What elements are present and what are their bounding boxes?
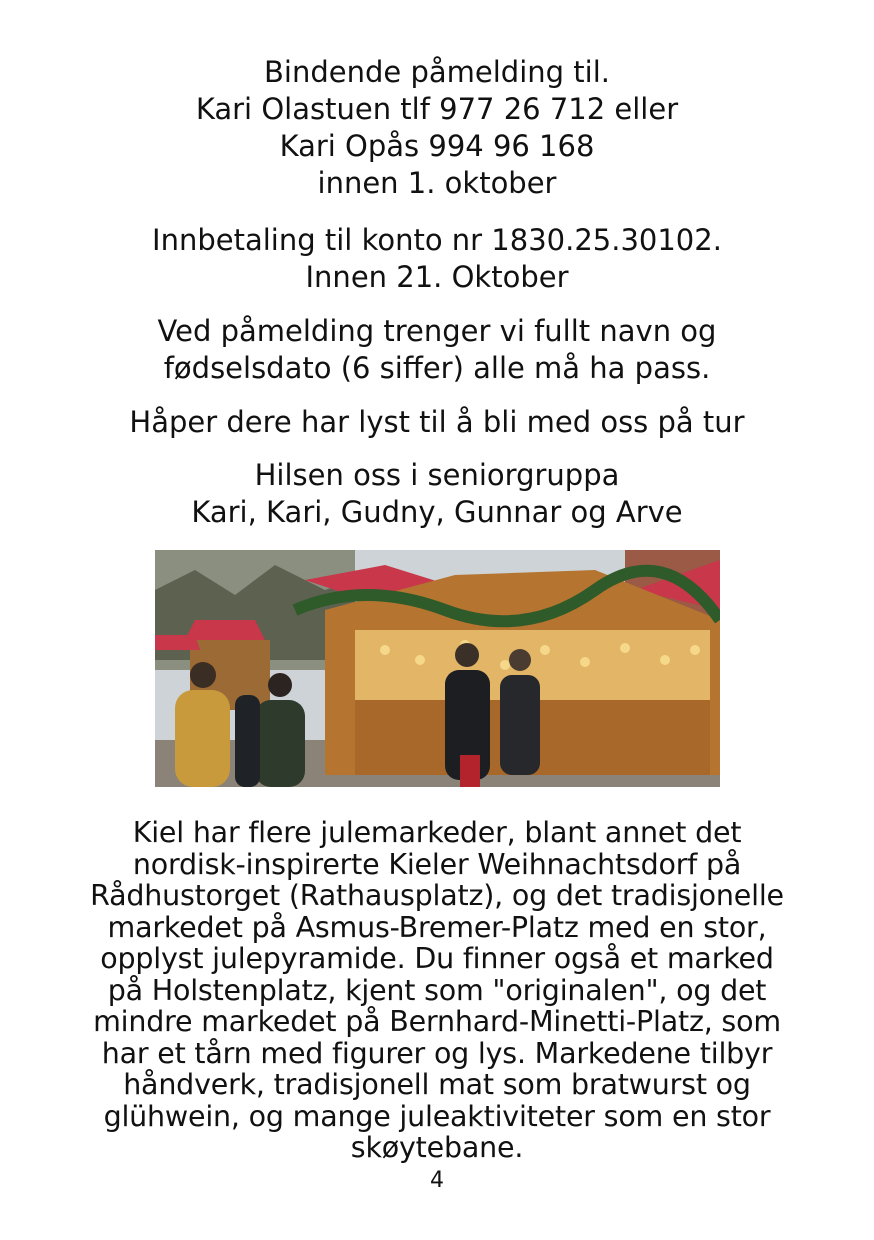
greeting-line: Hilsen oss i seniorgruppa [254, 458, 620, 492]
requirements-info [0, 313, 874, 387]
hope-text: Håper dere har lyst til å bli med oss på tur [129, 405, 745, 439]
signup-line: Bindende påmelding til. [264, 55, 610, 89]
description-line: markedet på Asmus-Bremer-Platz med en stor, [107, 910, 767, 944]
signup-deadline: innen 1. oktober [317, 166, 557, 200]
signup-line: Kari Olastuen tlf 977 26 712 eller [195, 92, 679, 126]
description-line: skøytebane. [350, 1131, 524, 1164]
requirements-line: fødselsdato (6 siffer) alle må ha pass. [163, 351, 711, 385]
christmas-market-photo [155, 550, 720, 787]
greeting-signatures: Kari, Kari, Gudny, Gunnar og Arve [191, 495, 683, 529]
payment-account: Innbetaling til konto nr 1830.25.30102. [152, 223, 722, 257]
description-line: på Holstenplatz, kjent som "originalen", og det [107, 973, 767, 1007]
payment-deadline: Innen 21. Oktober [305, 260, 569, 294]
page-number: 4 [430, 1168, 444, 1193]
description-line: nordisk-inspirerte Kieler Weihnachtsdorf på [132, 847, 742, 881]
hope-line [0, 404, 874, 441]
description-line: mindre markedet på Bernhard-Minetti-Platz, som [93, 1005, 781, 1038]
description-line: Rådhustorget (Rathausplatz), og det tradisjonelle [90, 879, 784, 912]
payment-info [0, 222, 874, 296]
description-line: glühwein, og mange juleaktiviteter som en stor [103, 1099, 771, 1133]
description-line: håndverk, tradisjonell mat som bratwurst og [123, 1068, 751, 1101]
market-description [50, 817, 824, 1164]
description-line: har et tårn med figurer og lys. Markedene tilbyr [101, 1036, 773, 1070]
description-line: opplyst julepyramide. Du finner også et marked [100, 942, 774, 975]
greeting [0, 457, 874, 531]
signup-line: Kari Opås 994 96 168 [279, 129, 595, 163]
description-line: Kiel har flere julemarkeder, blant annet det [132, 816, 742, 849]
requirements-line: Ved påmelding trenger vi fullt navn og [157, 314, 717, 348]
signup-info [0, 54, 874, 202]
